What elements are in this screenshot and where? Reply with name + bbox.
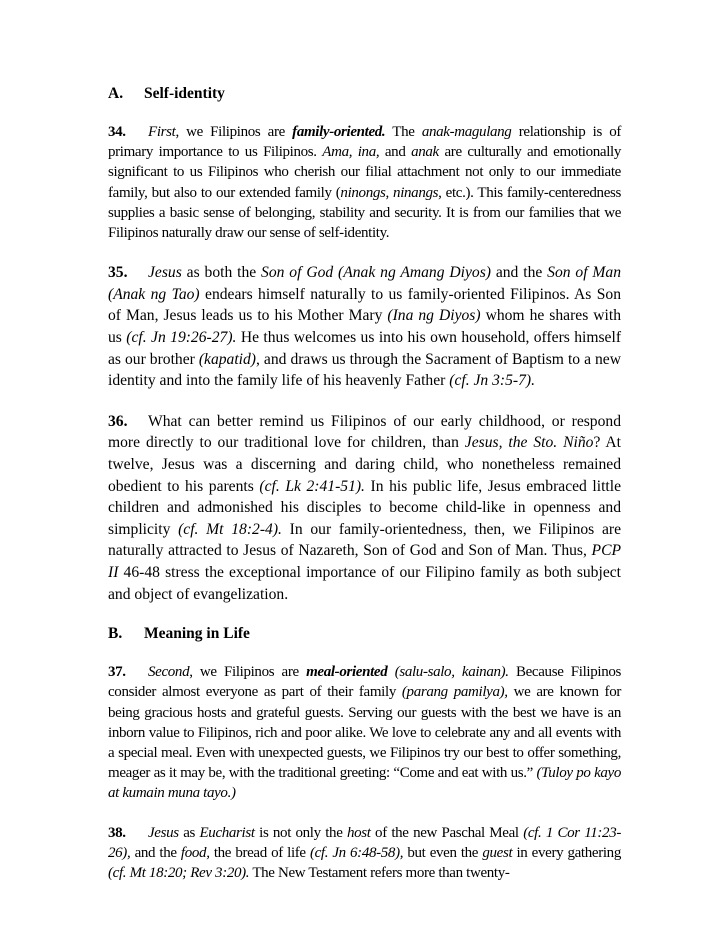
text-run: of the new Paschal Meal (370, 824, 524, 841)
paragraph-number: 34. (108, 124, 126, 140)
text-run: host (346, 824, 371, 841)
text-run: and the (490, 264, 548, 282)
text-run: Jesus (148, 264, 182, 282)
text-run: (cf. 1 Cor 11:23-26), (108, 824, 621, 861)
text-run: , we Filipinos are (189, 664, 307, 681)
text-run: relationship is of primary importance to us Filipinos. (108, 124, 621, 161)
text-run: food, (180, 844, 210, 861)
text-run: (cf. Jn 19:26-27). (126, 329, 237, 346)
text-run: First (148, 124, 176, 140)
text-run: whom he shares with us (108, 307, 621, 346)
text-run: , (385, 184, 394, 201)
text-run: and the (130, 844, 181, 861)
text-run: (Tuloy po kayo at kumain muna tayo.) (108, 765, 621, 802)
text-run: and (379, 144, 412, 161)
text-run: meal-oriented (306, 664, 388, 681)
text-run: He thus welcomes us into his own household, offers himself as our brother (108, 329, 622, 368)
text-run: (kapatid) (198, 350, 257, 368)
text-run: are culturally and emotionally significant to us Filipinos who cherish our filial attachment not only to our immediate family, but also to our extended family ( (108, 144, 621, 201)
text-run: Jesus (148, 824, 179, 841)
text-run: , and draws us through the Sacrament of Baptism to a new identity and into the family life of his heavenly Father (108, 350, 621, 390)
paragraph-34 (108, 122, 621, 243)
text-run: as both the (181, 264, 262, 282)
text-run: Because Filipinos consider almost everyone as part of their family (108, 664, 621, 701)
text-run: Son of God (Anak ng Amang Diyos) (261, 264, 491, 282)
text-run: ? At twelve, Jesus was a discerning and daring child, who nonetheless remained obedient to his parents (108, 434, 622, 495)
text-run: Jesus, the Sto. Niño (464, 434, 594, 452)
text-run: The (385, 124, 422, 140)
text-run: In his public life, Jesus embraced little children and admonished his disciples to become child-like in openness and simplicity (108, 477, 621, 538)
text-run: endears himself naturally to us family-oriented Filipinos. As Son of Man, Jesus leads us to his Mother Mary (108, 285, 622, 325)
text-run: Eucharist (199, 824, 255, 841)
text-run: Second (148, 664, 190, 681)
text-run: (cf. Jn 6:48-58), (309, 844, 404, 861)
text-run: the bread of life (209, 844, 310, 861)
paragraph-36 (108, 411, 621, 605)
section-label: B. (108, 625, 123, 643)
text-run: is not only the (254, 824, 347, 841)
paragraph-35 (108, 262, 621, 392)
text-run: 46-48 stress the exceptional importance of our Filipino family as both subject and object of evangelization. (108, 563, 621, 603)
text-run: (cf. Jn 3:5-7). (449, 372, 535, 390)
text-run: anak-magulang (421, 124, 512, 140)
text-run: Son of Man (Anak ng Tao) (108, 264, 622, 303)
paragraph-number: 38. (108, 824, 126, 841)
paragraph-38 (108, 823, 621, 884)
section-title: Self-identity (144, 85, 225, 102)
paragraph-number: 36. (108, 412, 128, 430)
section-heading-self-identity (108, 84, 621, 103)
section-title: Meaning in Life (144, 625, 250, 643)
text-run: ninangs (393, 184, 439, 201)
section-label: A. (108, 85, 124, 102)
text-run: anak (411, 144, 439, 161)
text-run: , etc.). This family-centeredness supplies a basic sense of belonging, stability and security. It is from our families that we Filipinos naturally draw our sense of self-identity. (108, 184, 621, 242)
text-run: Ama, ina, (322, 144, 380, 161)
text-run: What can better remind us Filipinos of our early childhood, or respond more directly to our traditional love for children, than (108, 412, 621, 452)
text-run: (parang pamilya), (401, 684, 508, 701)
text-run: (Ina ng Diyos) (387, 307, 481, 325)
text-run: (cf. Mt 18:20; Rev 3:20). (108, 864, 250, 881)
paragraph-number: 37. (108, 664, 126, 681)
text-run: as (178, 824, 200, 841)
text-run (387, 664, 394, 680)
paragraph-number: 35. (108, 264, 128, 282)
text-run: The New Testament refers more than twenty- (249, 864, 510, 881)
paragraph-37 (108, 662, 621, 803)
text-run: family-oriented. (292, 124, 386, 140)
text-run: PCP II (108, 542, 621, 581)
text-run: (cf. Lk 2:41-51). (259, 477, 365, 495)
text-run: (salu-salo, kainan). (394, 664, 509, 681)
section-heading-meaning-in-life (108, 624, 621, 643)
text-run: guest (482, 844, 513, 861)
text-run: In our family-orientedness, then, we Filipinos are naturally attracted to Jesus of Nazareth, Son of God and Son of Man. Thus, (108, 520, 621, 560)
text-run: (cf. Mt 18:2-4). (178, 520, 282, 538)
text-run: in every gathering (512, 844, 621, 861)
text-run: , we Filipinos are (175, 124, 293, 140)
text-run: but even the (403, 844, 483, 861)
document-page (108, 84, 621, 883)
text-run: ninongs (340, 184, 386, 201)
text-run: we are known for being gracious hosts and grateful guests. Serving our guests with the best we have is an inborn value to Filipinos, rich and poor alike. We love to celebrate any and all events with a special meal. Even with unexpected guests, we Filipinos try our best to offer something, meager as it may be, with the traditional greeting: “Come and eat with us.” (108, 684, 621, 782)
